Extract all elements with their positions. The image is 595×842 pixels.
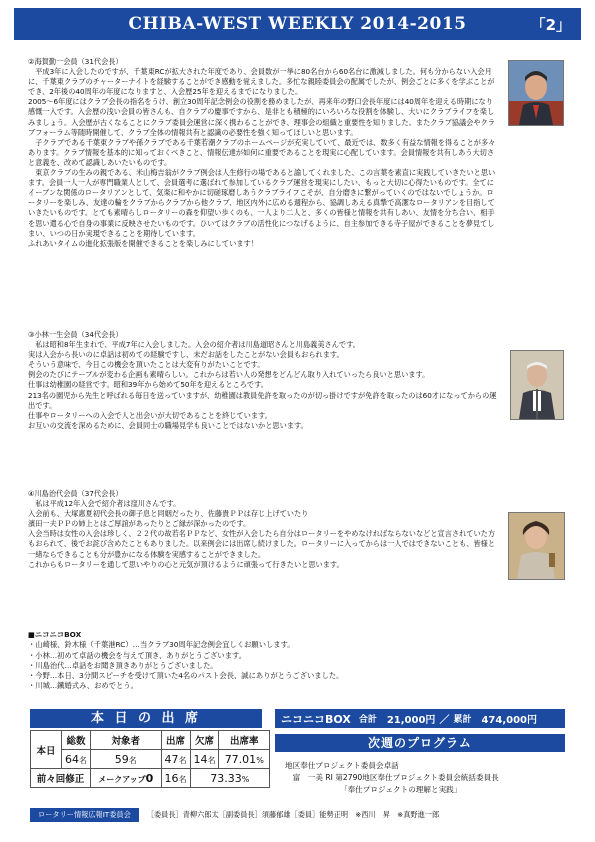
section-heading: ③小林一生会員（34代会長） (28, 330, 123, 339)
paragraph: これからもロータリーを通して思いやりの心と元気が頂けるように頑張って行きたいと思います。 (28, 559, 344, 569)
committee-name: ロータリー情報広報IT委員会 (30, 808, 139, 822)
committee-members: ［委員長］青柳六郎太［副委員長］須藤郁雄［委員］能勢正明 ※西川 昇 ※真野進一郎 (146, 810, 440, 819)
section-kawashima (28, 489, 500, 570)
section-kobayashi (28, 330, 500, 431)
page-number: 「2」 (530, 15, 571, 34)
prev-label: 前々回修正 (31, 769, 91, 788)
list-item: ・川島治代…卓話をお聞き頂きありがとうございました。 (28, 660, 218, 670)
present-value: 47 (164, 752, 179, 766)
paragraph: 平成3年に入会したのですが、千葉東RCが拡大された年度であり、会員数が一挙に80名台から60名台に激減しました。何も分からない入会月に、千葉東クラブのチャーターナイトを経験することができ感動を覚えました。多忙な親睦委員会の配属でしたが、例会ごとに多くを学ぶことができ、2年後の40周年の年度になりますと、入会歴25年を迎えるまでになりました。 (28, 67, 495, 97)
program-line: 地区奉仕プロジェクト委員会卓話 (285, 761, 399, 770)
unit: % (241, 774, 250, 784)
unit: 名 (207, 755, 216, 765)
total-label: 合計 (358, 715, 377, 725)
paragraph: お互いの交流を深めるために、会員同士の職場見学も良いことではないかと思います。 (28, 420, 308, 430)
table-row (31, 731, 270, 750)
eligible-cell (90, 750, 161, 769)
section-heading: ②海賀勤一会員（31代会長） (28, 57, 123, 66)
paragraph: 私は平成12年入会で紹介者は窪川さんです。 (35, 499, 181, 509)
paragraph: 213名の園児から先生と呼ばれる毎日を送っていますが、幼稚園は教員免許を取ったのが切っ掛けですが免許を取ったのは60才になってからの運出です。 (28, 390, 497, 410)
rate-value: 77.01 (224, 752, 257, 766)
col-header: 欠席 (190, 731, 219, 750)
section-kaiga (28, 57, 500, 249)
attendance-title: 本 日 の 出 席 (30, 709, 262, 728)
next-program-title: 次週のプログラム (275, 734, 565, 752)
col-header: 出席率 (219, 731, 270, 750)
paragraph: 例会のたびにテーブルが変わる企画も素晴らしい。これからは若い人の発想をどんどん取り入れていったら良いと思います。 (28, 370, 430, 380)
total-value: 21,000円 (386, 715, 436, 726)
portrait-photo-kaiga (508, 60, 564, 126)
makeup-value: 0 (145, 771, 154, 785)
prev-present-cell (161, 769, 190, 788)
cumulative-value: 474,000円 (481, 715, 537, 726)
makeup-cell (90, 769, 161, 788)
table-row (31, 750, 270, 769)
page-header (14, 8, 581, 40)
absent-value: 14 (193, 752, 208, 766)
paragraph: 2005～6年度にはクラブ会長の指名をうけ、創立30周年記念例会の役割を務めましたが、再来年の野口会長年度には40周年を迎える時期になり感慨一入です。入会歴の浅い会員の皆さんも、自クラブの慶事ですから、是非とも積極的にいろいろな役割を体験し、大いにクラブライフを楽しみましょう。入会歴が古くなることにクラブ委員会運営に深く携わることができ、理事会の組織と重要性を知りました。またクラブ協議会やクラブフォーラム等随時開催して、クラブ全体の情報共有と認識の必要性を強く知ってほしいと思います。 (28, 97, 495, 137)
paragraph: 実は入会から長いのに卓話は初めての経験ですし、未だお話をしたことがない会員もおられます。 (28, 350, 344, 360)
unit: 名 (178, 755, 187, 765)
prev-rate-value: 73.33 (210, 771, 242, 785)
paragraph: そういう意味で、今日この機会を頂いたことは大変有りがたいことです。 (28, 360, 265, 370)
unit: 名 (128, 755, 137, 765)
newsletter-title: CHIBA-WEST WEEKLY 2014-2015 (128, 14, 467, 34)
paragraph: 私は昭和8年生まれで、平成7年に入会しました。入会の紹介者は川島道昭さんと川島義美さんです。 (35, 340, 360, 350)
attendance-table (30, 730, 270, 788)
section-heading: ④川島治代会員（37代会長） (28, 489, 123, 498)
eligible-value: 59 (114, 752, 129, 766)
makeup-label: メークアップ (98, 774, 146, 784)
paragraph: 仕事やロータリーへの入会で人と出会いが大切であることを終じています。 (28, 410, 272, 420)
list-item: ・小林…初めて卓話の機会を与えて頂き、ありがとうございます。 (28, 650, 247, 660)
next-program-details (285, 760, 499, 796)
prev-rate-cell (190, 769, 269, 788)
nikoniko-box-list (28, 630, 568, 692)
paragraph: 仕事は幼稚園の経営です。昭和39年から始めて50年を迎えるところです。 (28, 380, 268, 390)
absent-cell (190, 750, 219, 769)
unit: 名 (178, 774, 187, 784)
nikoniko-totals-bar (275, 709, 565, 728)
unit: % (256, 755, 264, 765)
paragraph: 入会前も、大塚惠夏初代会長の御子息と同姻だったり、佐藤貴ＰＰは存じ上げていたり (28, 509, 309, 519)
portrait-photo-kawashima (508, 512, 565, 580)
present-cell (161, 750, 190, 769)
paragraph: 子クラブである千葉東クラブや孫クラブである千葉若潮クラブのホームページが充実していて、最近では、数多く有益な情報を得ることが多々あります。クラブ情報を基本的に知っておくべきこと、情報伝達が如何に重要であることを現実に心配しています。会員情報を共有しあう大切さと意義を、改めて認識しあいたいものです。 (28, 137, 496, 167)
total-value: 64 (64, 752, 79, 766)
cumulative-label: 累計 (453, 715, 472, 725)
paragraph: 濱田一夫ＰＰの姉上とはご厚誼があったりとご縁が深かったのです。 (28, 519, 251, 529)
list-item: ・山崎様、鈴木様（千葉港RC）…当クラブ30周年記念例会宜しくお願いします。 (28, 640, 295, 650)
nikoniko-totals-title: ニコニコBOX (281, 712, 351, 726)
col-header: 総数 (62, 731, 91, 750)
table-row (31, 769, 270, 788)
list-item: ・今野…本日、3分間スピーチを受けて頂いた4名のパスト会長、誠にありがとうございました。 (28, 671, 344, 681)
list-item: ・川城…鐵婚式み、おめでとう。 (28, 681, 138, 691)
unit: 名 (78, 755, 87, 765)
total-cell (62, 750, 91, 769)
col-header: 出席 (161, 731, 190, 750)
separator: ／ (439, 715, 450, 726)
paragraph: ふれあいタイムの進化拡張版を開催できることを楽しみにしています！ (28, 238, 258, 248)
program-line: 富 一美 RI 第2790地区奉仕プロジェクト委員会統括委員長 (285, 773, 499, 782)
today-label: 本日 (31, 731, 62, 769)
rate-cell (219, 750, 270, 769)
paragraph: 東京クラブの生みの親である、米山梅吉翁がクラブ例会は人生修行の場であると諭してくれました、この言葉を素直に実践していきたいと思います。会員一人一人が専門職業人として、会員選考に選ばれて参加しているクラブ運営を現実にしたい、もっと大切に心得たいものです。全てにイーブンな関係のロータリアンとして、気楽に和やかに切磋琢磨しあうクラブライフこそが、自分磨きに繋がっていくのではないでしょうか。ロータリーを楽しみ、友達の輪をクラブからクラブから他クラブ、地区内外に広める週程から、協調しあえる真摯で高潔なロータリアンを目指していきたいものです。とても素晴らしロータリーの森を仰望い歩くのも、一人より二人と、多くの皆様と情報を共有しあい、友情を分ち合い、相手を思い遣る心で自身の事業に反映させたいものです。ひいてはクラブの活性化につなげるように、自主参加できる寺子屋ができることを夢見てしまい、いつの日か実現できることを期待しています。 (28, 168, 496, 238)
footer (30, 808, 570, 822)
program-line: 「奉仕プロジェクトの理解と実践」 (340, 785, 462, 794)
prev-present-value: 16 (164, 771, 179, 785)
nikoniko-title: ■ニコニコBOX (28, 630, 82, 639)
paragraph: 入会当時は女性の入会は珍しく、２２代の故若名ＰＰなど、女性が入会したら自分はロータリーをやめなければならないなどと宣言されていた方もおられて、後でお詫び含めたこともありました。以来例会には出席し続けました。ロータリーに入ってからは一人ではできないことも、皆様と一緒ならできることも分が豊かになる体験を実感することができました。 (28, 529, 496, 559)
col-header: 対象者 (90, 731, 161, 750)
portrait-photo-kobayashi (510, 350, 564, 420)
